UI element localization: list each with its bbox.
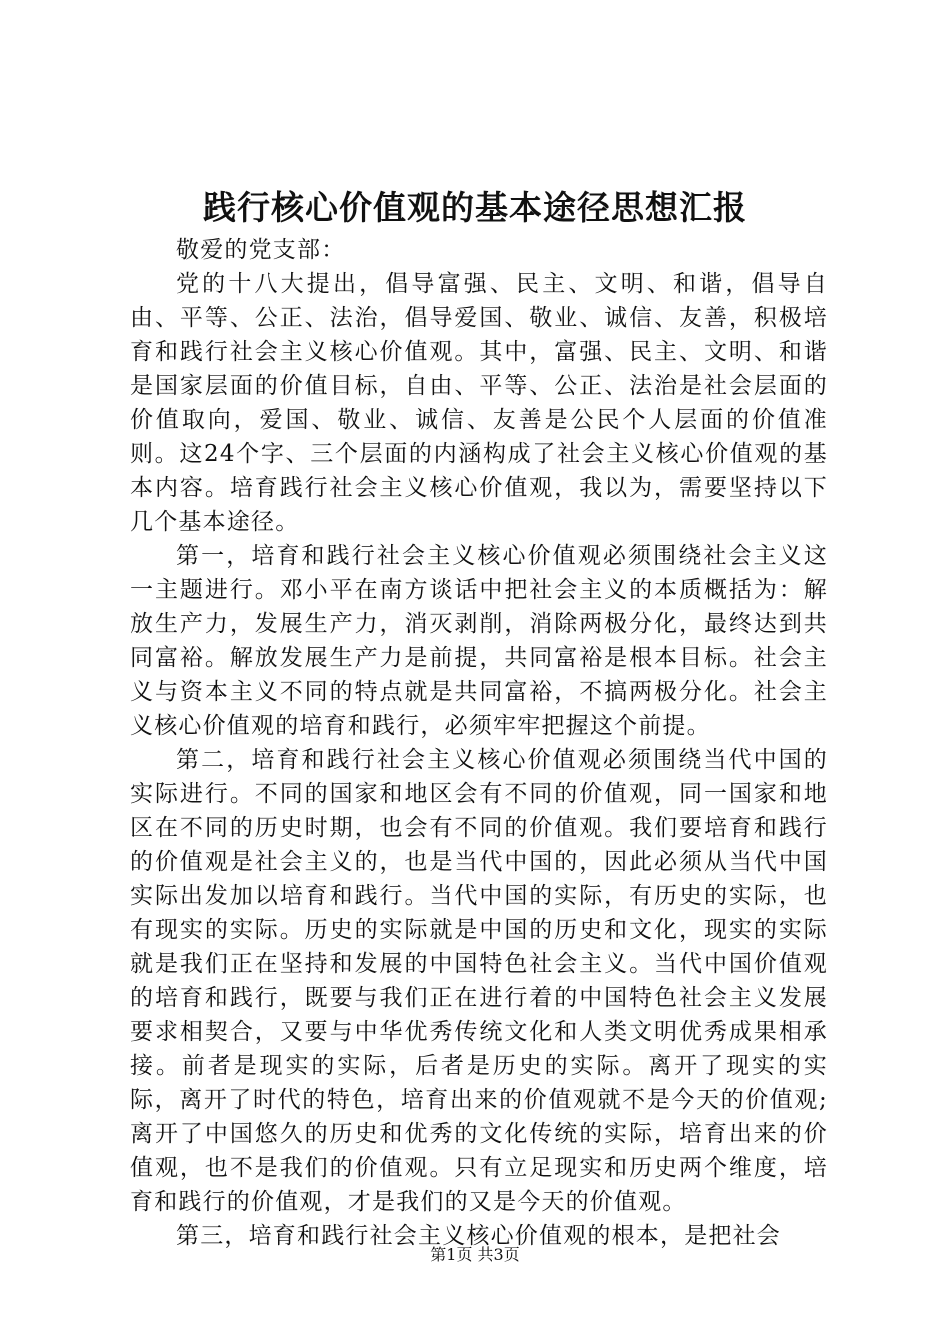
document-title: 践行核心价值观的基本途径思想汇报: [203, 188, 747, 227]
salutation: 敬爱的党支部：: [176, 237, 346, 263]
paragraph-third: 第三，培育和践行社会主义核心价值观的根本，是把社会: [176, 1223, 781, 1249]
paragraph-first: 第一，培育和践行社会主义核心价值观必须围绕社会主义这一主题进行。邓小平在南方谈话中把社会主义的本质概括为：解放生产力，发展生产力，消灭剥削，消除两极分化，最终达到共同富裕。解放发展生产力是前提，共同富裕是根本目标。社会主义与资本主义不同的特点就是共同富裕，不搞两极分化。社会主义核心价值观的培育和践行，必须牢牢把握这个前提。: [130, 543, 828, 739]
document-body: [130, 233, 828, 1253]
page-number-footer: 第1页 共3页: [430, 1245, 520, 1264]
paragraph-second: 第二，培育和践行社会主义核心价值观必须围绕当代中国的实际进行。不同的国家和地区会有不同的价值观，同一国家和地区在不同的历史时期，也会有不同的价值观。我们要培育和践行的价值观是社会主义的，也是当代中国的，因此必须从当代中国实际出发加以培育和践行。当代中国的实际，有历史的实际，也有现实的实际。历史的实际就是中国的历史和文化，现实的实际就是我们正在坚持和发展的中国特色社会主义。当代中国价值观的培育和践行，既要与我们正在进行着的中国特色社会主义发展要求相契合，又要与中华优秀传统文化和人类文明优秀成果相承接。前者是现实的实际，后者是历史的实际。离开了现实的实际，离开了时代的特色，培育出来的价值观就不是今天的价值观;离开了中国悠久的历史和优秀的文化传统的实际，培育出来的价值观，也不是我们的价值观。只有立足现实和历史两个维度，培育和践行的价值观，才是我们的又是今天的价值观。: [130, 747, 828, 1215]
paragraph-intro: 党的十八大提出，倡导富强、民主、文明、和谐，倡导自由、平等、公正、法治，倡导爱国、敬业、诚信、友善，积极培育和践行社会主义核心价值观。其中，富强、民主、文明、和谐是国家层面的价值目标，自由、平等、公正、法治是社会层面的价值取向，爱国、敬业、诚信、友善是公民个人层面的价值准则。这24个字、三个层面的内涵构成了社会主义核心价值观的基本内容。培育践行社会主义核心价值观，我以为，需要坚持以下几个基本途径。: [130, 271, 828, 535]
